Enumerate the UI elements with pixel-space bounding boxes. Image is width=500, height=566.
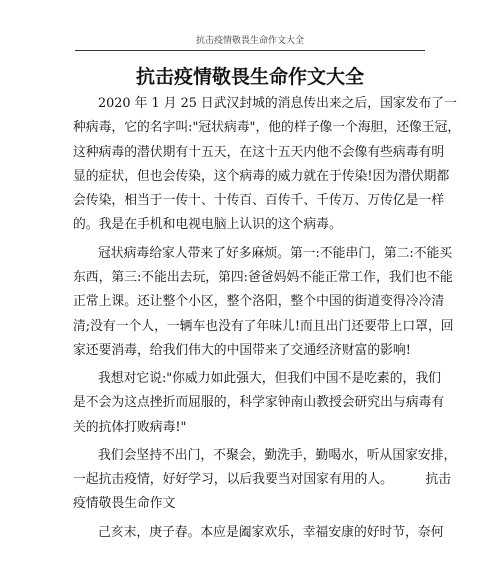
text-line: 清;没有一个人，一辆车也没有了年味儿!而且出门还要带上口罩，回 [73,318,454,334]
text-line: 己亥末，庚子春。本应是阖家欢乐，幸福安康的好时节，奈何 [98,524,444,540]
text-line: 2020 年 1 月 25 日武汉封城的消息传出来之后，国家发布了一 [98,96,457,111]
text-line: 我想对它说:"你威力如此强大，但我们中国不是吃素的，我们 [98,371,441,387]
running-header: 抗击疫情敬畏生命作文大全 [75,35,425,51]
text-line: 种病毒，它的名字叫:"冠状病毒"，他的样子像一个海胆，还像王冠， [73,120,461,136]
text-line: 这种病毒的潜伏期有十五天，在这十五天内他不会像有些病毒有明 [73,144,445,160]
paragraph [73,521,444,545]
text-line: 显的症状，但也会传染，这个病毒的威力就在于传染!因为潜伏期都 [73,168,450,184]
text-line: 疫情敬畏生命作文 [73,496,176,512]
text-line: 一起抗击疫情，好好学习，以后我要当对国家有用的人。 抗击 [73,472,452,488]
text-line: 家还要消毒，给我们伟大的中国带来了交通经济财富的影响! [73,342,411,358]
text-line: 我们会坚持不出门，不聚会，勤洗手，勤喝水，听从国家安排， [98,447,457,463]
paragraph [73,444,457,517]
paragraph [73,92,461,238]
text-line: 的。我是在手机和电视电脑上认识的这个病毒。 [73,217,342,233]
text-line: 是不会为这点挫折而屈服的，科学家钟南山教授会研究出与病毒有 [73,395,445,411]
document-body [73,92,461,545]
text-line: 关的抗体打败病毒!" [73,419,187,435]
document-title: 抗击疫情敬畏生命作文大全 [135,66,364,88]
text-line: 会传染，相当于一传十、十传百、百传千、千传万、万传亿是一样 [73,193,445,209]
text-line: 正常上课。还让整个小区，整个洛阳，整个中国的街道变得冷冷清 [73,294,445,310]
paragraph [73,367,445,440]
text-line: 东西，第三:不能出去玩，第四:爸爸妈妈不能正常工作，我们也不能 [73,269,453,285]
text-line: 冠状病毒给家人带来了好多麻烦。第一:不能串门，第二:不能买 [98,245,453,261]
paragraph [73,242,454,363]
